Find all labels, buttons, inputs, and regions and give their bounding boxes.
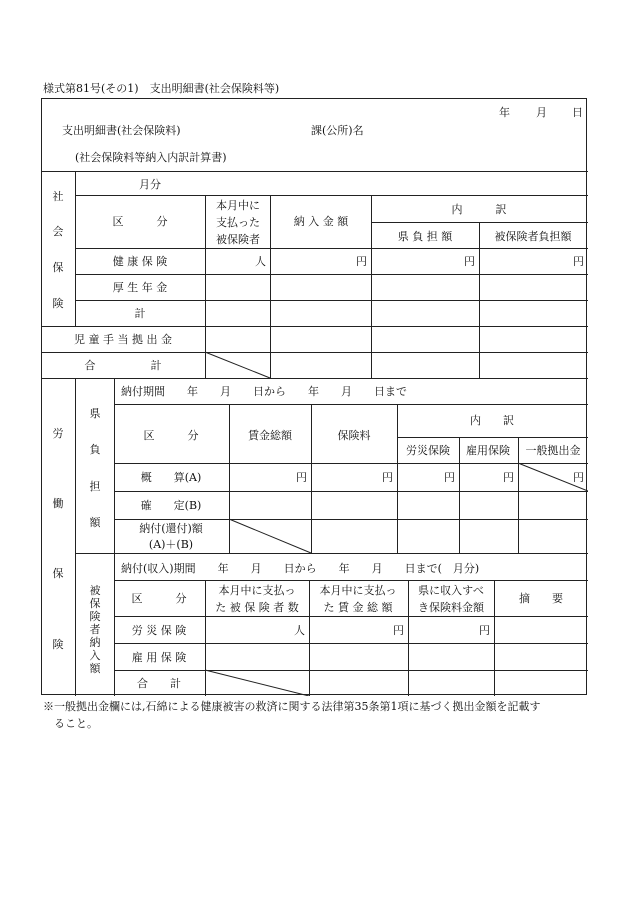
estimate-yen-4: 円 — [503, 471, 514, 484]
form-title: 様式第81号(その1) 支出明細書(社会保険料等) — [43, 82, 280, 95]
pref-side-1: 県 — [89, 407, 101, 420]
social-side-4: 険 — [52, 297, 64, 310]
labor-col-category: 区 分 — [143, 429, 199, 442]
insured-col-remarks: 摘 要 — [519, 592, 563, 605]
unit-yen-1: 円 — [356, 255, 367, 268]
labor-side-3: 保 — [52, 567, 64, 580]
month-label: 月分 — [139, 178, 161, 191]
insured-col-wages-2: た 賃 金 総 額 — [323, 601, 393, 614]
col-category: 区 分 — [112, 215, 168, 228]
insured-col-persons-2: た 被 保 険 者 数 — [215, 601, 299, 614]
form-frame — [41, 98, 587, 695]
insured-row-total: 合 計 — [137, 677, 181, 690]
insured-unit-yen-2: 円 — [479, 624, 490, 637]
date-year: 年 — [499, 106, 510, 119]
labor-side-4: 険 — [52, 638, 64, 651]
pref-side-2: 負 — [89, 443, 101, 456]
estimate-yen-5: 円 — [573, 471, 584, 484]
row-estimate: 概 算(A) — [140, 471, 202, 484]
insured-side-4: 者 — [89, 623, 101, 636]
insured-col-category: 区 分 — [131, 592, 187, 605]
insured-col-income-2: き保険料金額 — [418, 601, 484, 614]
estimate-yen-3: 円 — [444, 471, 455, 484]
period-label: 納付期間 年 月 日から 年 月 日まで — [121, 385, 407, 398]
col-breakdown: 内 訳 — [451, 203, 507, 216]
social-side-2: 会 — [52, 225, 64, 238]
estimate-yen-2: 円 — [382, 471, 393, 484]
col-persons-1: 本月中に — [216, 199, 260, 212]
insured-col-wages-1: 本月中に支払っ — [319, 584, 397, 597]
insured-side-5: 納 — [89, 636, 101, 649]
labor-col-breakdown: 内 訳 — [470, 414, 514, 427]
row-total: 合 計 — [84, 359, 162, 372]
dept-label: 課(公所)名 — [311, 124, 364, 137]
col-persons-2: 支払った — [216, 216, 260, 229]
footnote-line-2: ること。 — [43, 717, 98, 730]
insured-side-6: 入 — [89, 649, 101, 662]
insured-col-persons-1: 本月中に支払っ — [218, 584, 296, 597]
unit-person: 人 — [255, 255, 266, 268]
income-period-label: 納付(収入)期間 年 月 日から 年 月 日まで( 月分) — [121, 562, 480, 575]
row-subtotal: 計 — [134, 307, 146, 320]
insured-col-income-1: 県に収入すべ — [418, 584, 484, 597]
col-general: 一般拠出金 — [525, 444, 581, 457]
estimate-yen-1: 円 — [296, 471, 307, 484]
col-persons-3: 被保険者 — [216, 233, 260, 246]
doc-name: 支出明細書(社会保険料) — [62, 124, 181, 137]
social-side-1: 社 — [52, 190, 64, 203]
insured-side-1: 被 — [89, 584, 101, 597]
col-premium: 保険料 — [337, 429, 371, 442]
pref-side-4: 額 — [89, 516, 101, 529]
labor-side-1: 労 — [52, 427, 64, 440]
insured-side-3: 険 — [89, 610, 101, 623]
insured-side-2: 保 — [89, 597, 101, 610]
row-final: 確 定(B) — [140, 499, 202, 512]
col-wages: 賃金総額 — [248, 429, 292, 442]
date-month: 月 — [536, 106, 547, 119]
pref-side-3: 担 — [89, 480, 101, 493]
col-pref-share: 県 負 担 額 — [397, 230, 453, 243]
col-insured-share: 被保険者負担額 — [494, 230, 572, 243]
row-pension: 厚 生 年 金 — [112, 281, 168, 294]
diagonal-strikes — [42, 99, 588, 696]
insured-row-accident: 労 災 保 険 — [131, 624, 187, 637]
date-day: 日 — [572, 106, 583, 119]
col-amount: 納 入 金 額 — [293, 215, 349, 228]
insured-unit-person: 人 — [294, 624, 305, 637]
row-payment-formula: (A)＋(B) — [148, 538, 194, 551]
col-accident: 労災保険 — [406, 444, 450, 457]
labor-side-2: 働 — [52, 497, 64, 510]
col-employment: 雇用保険 — [466, 444, 510, 457]
unit-yen-2: 円 — [464, 255, 475, 268]
sub-title: (社会保険料等納入内訳計算書) — [75, 151, 227, 164]
row-child-allowance: 児 童 手 当 拠 出 金 — [74, 333, 172, 346]
footnote-line-1: ※一般拠出金欄には,石綿による健康被害の救済に関する法律第35条第1項に基づく拠出金額を記載す — [43, 700, 541, 713]
unit-yen-3: 円 — [573, 255, 584, 268]
insured-row-employment: 雇 用 保 険 — [131, 651, 187, 664]
row-payment: 納付(還付)額 — [139, 522, 203, 535]
social-side-3: 保 — [52, 261, 64, 274]
insured-side-7: 額 — [89, 662, 101, 675]
insured-unit-yen-1: 円 — [393, 624, 404, 637]
row-health: 健 康 保 険 — [112, 255, 168, 268]
